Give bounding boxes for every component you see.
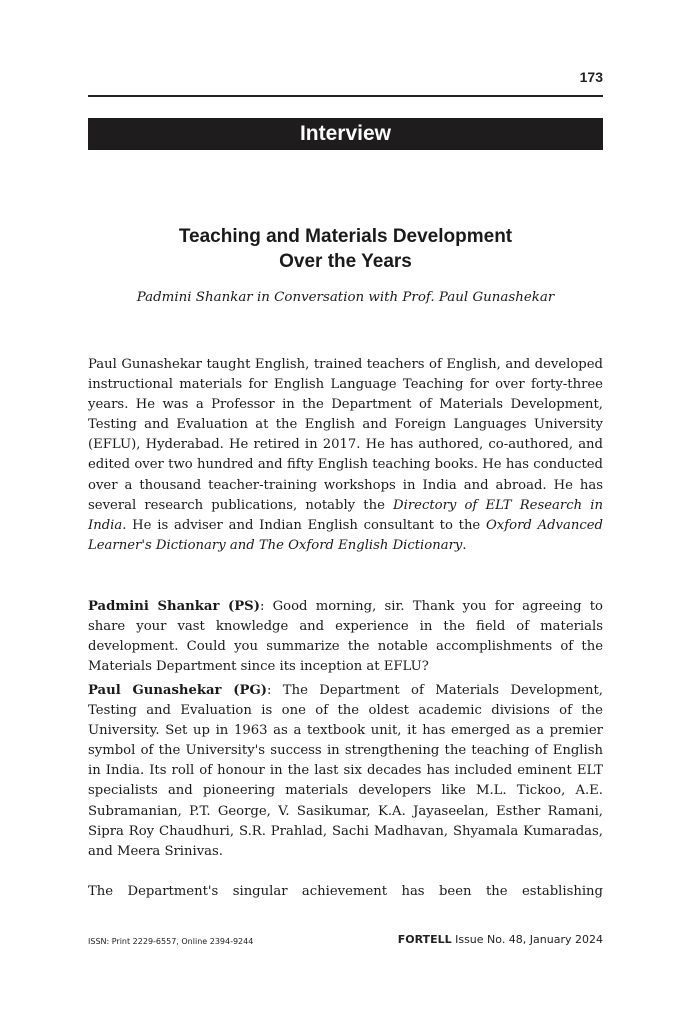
intro-text-1: Paul Gunashekar taught English, trained teachers of English, and developed instructional materials for English Language Teaching for over forty-three years. He was a Professor in the Department of Materials Development, Testing and Evaluation at the English and Foreign Languages University (EFLU), Hyderabad. He retired in 2017. He has authored, co-authored, and edited over two hundred and fifty English teaching books. He has conducted over a thousand teacher-training workshops in India and abroad. He has several research publications, notably the <box>88 357 603 513</box>
speaker-pg: Paul Gunashekar (PG) <box>88 683 267 698</box>
pg-answer-paragraph <box>88 681 603 862</box>
footer-issn: ISSN: Print 2229-6557, Online 2394-9244 <box>88 937 254 946</box>
continuation-paragraph <box>88 882 603 902</box>
footer-issue <box>398 933 603 946</box>
intro-italic-1: Directory of ELT Research in India <box>88 497 603 533</box>
title-line-2: Over the Years <box>279 251 412 272</box>
ps-question-paragraph <box>88 597 603 677</box>
speaker-ps: Padmini Shankar (PS) <box>88 599 260 614</box>
article-title <box>88 224 603 274</box>
title-line-1: Teaching and Materials Development <box>178 226 513 247</box>
intro-text-3: . <box>462 537 467 553</box>
footer-magazine: FORTELL <box>397 933 452 946</box>
article-byline: Padmini Shankar in Conversation with Prof. Paul Gunashekar <box>136 290 555 305</box>
section-heading: Interview <box>88 118 603 150</box>
footer-issue-text: Issue No. 48, January 2024 <box>451 933 603 946</box>
intro-paragraph <box>88 355 603 556</box>
intro-text-2: . He is adviser and Indian English consultant to the <box>122 517 486 533</box>
continuation-text: The Department's singular achievement has been the establishing <box>88 884 603 899</box>
pg-answer-text: : The Department of Materials Development, Testing and Evaluation is one of the oldest academic divisions of the University. Set up in 1963 as a textbook unit, it has emerged as a premier symbol of the University's success in strengthening the teaching of English in India. Its roll of honour in the last six decades has included eminent ELT specialists and pioneering materials developers like M.L. Tickoo, A.E. Subramanian, P.T. George, V. Sasikumar, K.A. Jayaseelan, Esther Ramani, Sipra Roy Chaudhuri, S.R. Prahlad, Sachi Madhavan, Shyamala Kumaradas, and Meera Srinivas. <box>88 683 603 859</box>
header-rule <box>88 95 603 97</box>
intro-italic-2: Oxford Advanced Learner's Dictionary and The Oxford English Dictionary <box>88 517 603 553</box>
ps-question-text: : Good morning, sir. Thank you for agreeing to share your vast knowledge and experience in the field of materials development. Could you summarize the notable accomplishments of the Materials Department since its inception at EFLU? <box>88 599 603 675</box>
page-number: 173 <box>579 69 603 85</box>
